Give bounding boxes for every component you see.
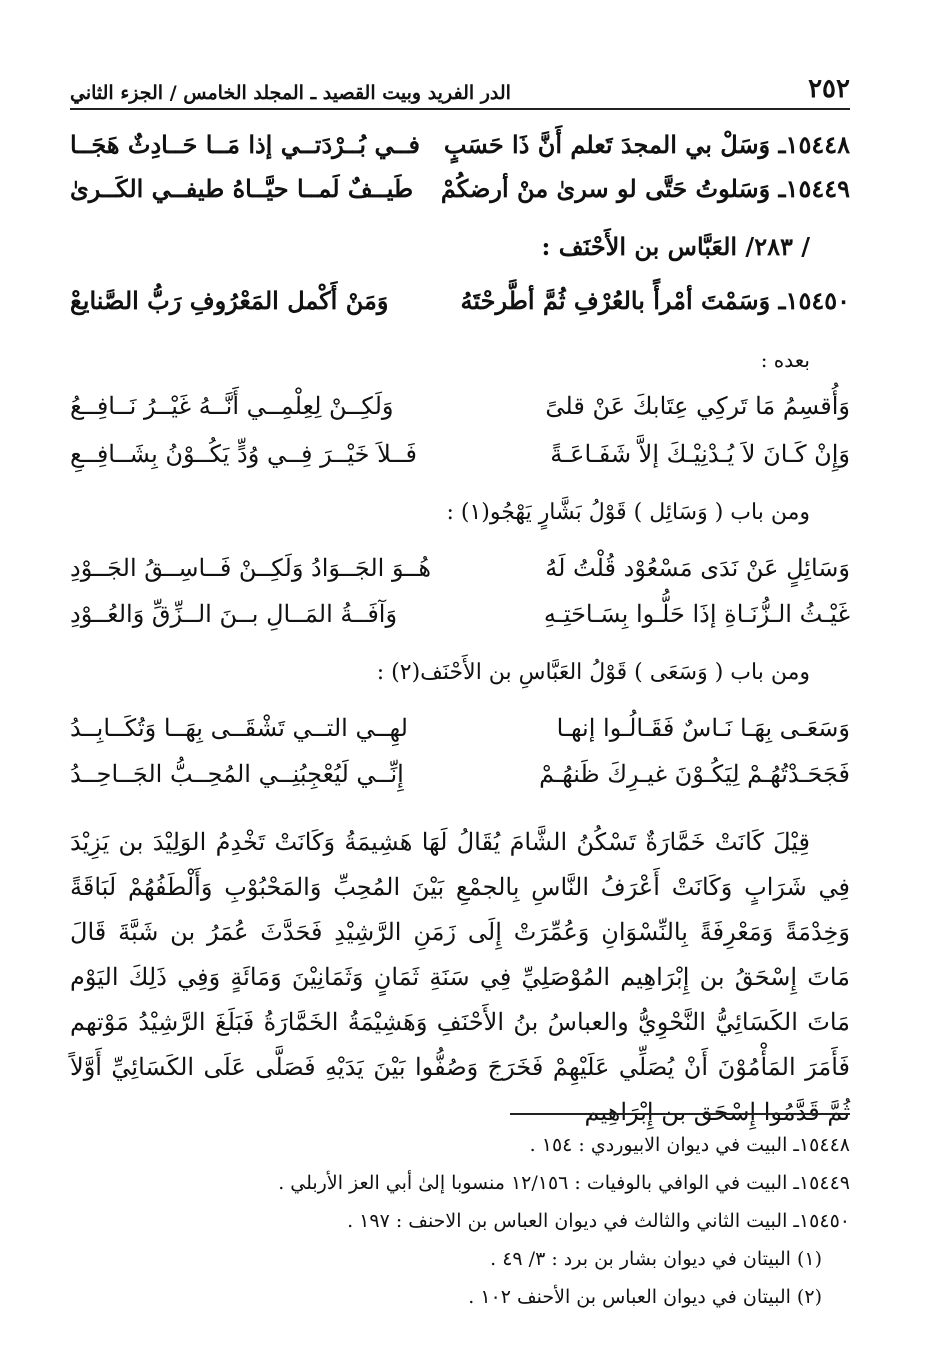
verse-15449 — [70, 174, 850, 216]
verse-second-hemistich: فــي بُــرْدَتــي إذا مَــا حَــادِثٌ هَجَــا — [70, 130, 421, 159]
verse-wasail-2 — [70, 600, 850, 642]
verse-wasaa-1 — [70, 714, 850, 756]
book-page — [70, 60, 850, 1340]
footnote-1: (١) البيتان في ديوان بشار بن برد : ٣/ ٤٩ . — [490, 1248, 822, 1270]
verse-wasaa-2 — [70, 760, 850, 802]
verse-15450 — [70, 286, 850, 328]
verse-second-hemistich: فَــلاَ خَيْــرَ فِــي وُدٍّ يَكُــوْنُ بِشَــافِــعِ — [70, 440, 417, 468]
verse-second-hemistich: وَلَكِــنْ لِعِلْمِــي أَنَّــهُ غَيْــرُ نَــافِــعُ — [70, 392, 394, 420]
verse-first-hemistich: وَسَائِلٍ عَنْ نَدَى مَسْعُوْد قُلْتُ لَهُ — [545, 554, 850, 582]
verse-second-hemistich: إِنِّــي لَيُعْجِبُنِــي المُحِــبُّ الجَــاحِــدُ — [70, 760, 404, 788]
page-number: ٢٥٢ — [808, 74, 850, 104]
verse-first-hemistich: ١٥٤٤٨ـ وَسَلْ بي المجدَ تَعلم أَنَّ ذَا حَسَبٍ — [443, 130, 850, 159]
verse-wasail-1 — [70, 554, 850, 596]
footnote-separator — [510, 1113, 850, 1115]
verse-first-hemistich: وَإِنْ كَـانَ لاَ يُـدْنِيْـكَ إلاَّ شَفَـاعَـةً — [550, 440, 850, 468]
running-title: الدر الفريد وبيت القصيد ـ المجلد الخامس / الجزء الثاني — [70, 82, 511, 104]
prose-paragraph-container — [70, 820, 850, 1135]
verse-15448 — [70, 130, 850, 172]
footnote-15449: ١٥٤٤٩ـ البيت في الوافي بالوفيات : ١٢/١٥٦ منسوبا إلىٰ أبي العز الأربلي . — [278, 1172, 850, 1194]
verse-second-hemistich: وَآفَــةُ المَــالِ بــنَ الــزِّقِّ وَالعُــوْدِ — [70, 600, 398, 628]
verse-second-hemistich: لهِــي التــي تَشْقَــى بِهَــا وَتُكَــابِــدُ — [70, 714, 408, 742]
verse-first-hemistich: وَأُقسِمُ مَا تَركِي عِتَابكَ عَنْ قلىً — [545, 392, 850, 420]
verse-first-hemistich: وَسَعَـى بِهَـا نَـاسٌ فَقَـالُـوا إنهـا — [556, 714, 850, 742]
section-heading-wasail: ومن باب ( وَسَائِل ) قَوْلُ بَشَّارٍ يَهْجُو(١) : — [446, 500, 810, 525]
footnote-15450: ١٥٤٥٠ـ البيت الثاني والثالث في ديوان العباس بن الاحنف : ١٩٧ . — [347, 1210, 850, 1232]
page-header — [70, 60, 850, 110]
prose-paragraph: قِيْلَ كَانَتْ خَمَّارَةٌ تَسْكُنُ الشَّامَ يُقَالُ لَهَا هَشِيمَةُ وَكَانَتْ تَخْدِمُ الوَلِيْدَ بن يَزِيْدَ فِي شَرَابٍ وَكَانَتْ أَعْرَفُ النَّاسِ بِالجمْعِ بَيْنَ المُحِبِّ وَالمَحْبُوْبِ وَأَلْطَفُهُمْ لَبَاقَةً وَخِدْمَةً وَمَعْرِفَةً بِالنِّسْوَانِ وَعُمِّرَتْ إِلَى زَمَنِ الرَّشِيْدِ فَحَدَّثَ عُمَرُ بن شَبَّةَ قَالَ مَاتَ إِسْحَقُ بن إِبْرَاهِيم المُوْصَلِيِّ فِي سَنَةِ ثَمَانٍ وَثَمَانِيْنَ وَمَائَةٍ وَفِي ذَلِكَ اليَوْم مَاتَ الكَسَائِيُّ النَّحْوِيُّ والعباسُ بنُ الأَحْنَفِ وَهَشِيْمَةُ الخَمَّارَةُ فَبَلَغَ الرَّشِيْدُ مَوْتهم فَأَمَرَ المَأْمُوْنَ أَنْ يُصَلِّي عَلَيْهِمْ فَخَرَجَ وَصُفُّوا بَيْنَ يَدَيْهِ فَصَلَّى عَلَى الكَسَائِيِّ أَوَّلاً ثُمَّ قَدَّمُوا إِسْحَق بن إِبْرَاهِيم — [70, 828, 850, 1126]
verse-second-hemistich: هُــوَ الجَــوَادُ وَلَكِــنْ فَــاسِــقُ الجَــوْدِ — [70, 554, 432, 582]
verse-first-hemistich: ١٥٤٤٩ـ وَسَلوتُ حَتَّى لو سرىٰ منْ أرضكُمْ — [440, 174, 850, 203]
after-label: بعده : — [760, 348, 810, 372]
footnote-15448: ١٥٤٤٨ـ البيت في ديوان الابيوردي : ١٥٤ . — [529, 1134, 850, 1156]
poet-heading: / ٢٨٣/ العَبَّاس بن الأَحْنَف : — [541, 232, 810, 261]
section-heading-wasaa: ومن باب ( وَسَعَى ) قَوْلُ العَبَّاسِ بن الأَحْنَف(٢) : — [376, 660, 810, 685]
footnote-2: (٢) البيتان في ديوان العباس بن الأحنف ١٠٢ . — [468, 1286, 822, 1308]
verse-first-hemistich: ١٥٤٥٠ـ وَسَمْتَ أمْرأً بالعُرْفِ ثُمَّ أطَّرحْتَهُ — [460, 286, 850, 315]
verse-first-hemistich: فَجَحَـدْتُهُـمْ لِيَكُـوْنَ غيـرِكَ ظَنهُـمْ — [539, 760, 850, 788]
verse-second-hemistich: وَمَنْ أَكْمل المَعْرُوفِ رَبُّ الصَّنايعْ — [70, 286, 389, 315]
verse-first-hemistich: غَيْـثُ الـزُّنَـاةِ إذَا حَلُّـوا بِسَـاحَتِـهِ — [543, 600, 850, 628]
verse-second-hemistich: طَيــفٌ لَمــا حيَّــاهُ طيفــي الكَــرىٰ — [70, 174, 414, 203]
verse-after-2 — [70, 440, 850, 482]
verse-after-1 — [70, 392, 850, 434]
